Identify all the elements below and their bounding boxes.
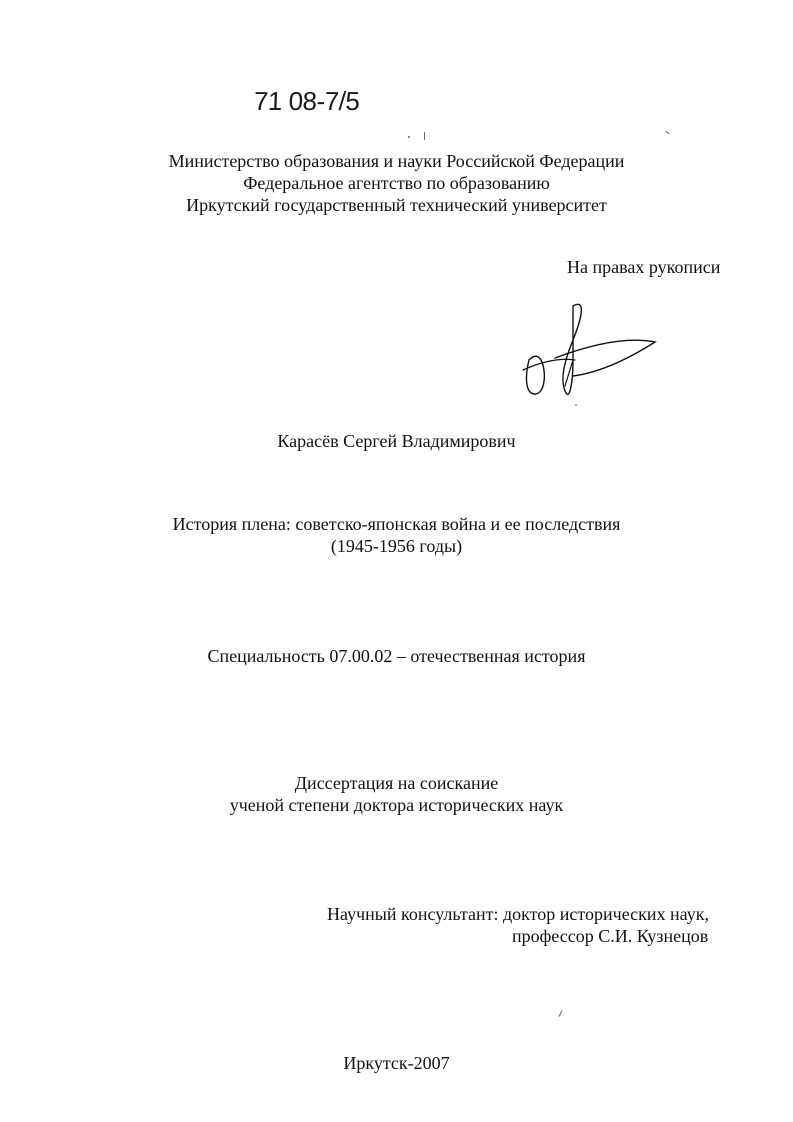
manuscript-rights-note: На правах рукописи bbox=[567, 257, 721, 277]
scan-speck bbox=[408, 136, 410, 138]
scan-speck bbox=[424, 132, 425, 140]
ministry-line: Министерство образования и науки Российской Федерации bbox=[168, 151, 625, 171]
scan-speck bbox=[665, 131, 670, 135]
thesis-title-line-2: (1945-1956 годы) bbox=[330, 536, 463, 556]
degree-line-1: Диссертация на соискание bbox=[294, 773, 499, 793]
author-name: Карасёв Сергей Владимирович bbox=[277, 431, 516, 451]
archive-number: 71 08-7/5 bbox=[253, 86, 360, 116]
consultant-line-1: Научный консультант: доктор исторических наук, bbox=[327, 904, 709, 924]
consultant-line-2: профессор С.И. Кузнецов bbox=[512, 926, 709, 946]
signature bbox=[515, 298, 665, 410]
city-year: Иркутск-2007 bbox=[343, 1053, 450, 1073]
degree-line-2: ученой степени доктора исторических наук bbox=[229, 795, 564, 815]
agency-line: Федеральное агентство по образованию bbox=[243, 173, 550, 193]
university-line: Иркутский государственный технический университет bbox=[186, 195, 607, 215]
thesis-title-line-1: История плена: советско-японская война и ее последствия bbox=[172, 514, 621, 534]
specialty-line: Специальность 07.00.02 – отечественная история bbox=[207, 646, 586, 666]
scan-speck bbox=[559, 1010, 563, 1017]
